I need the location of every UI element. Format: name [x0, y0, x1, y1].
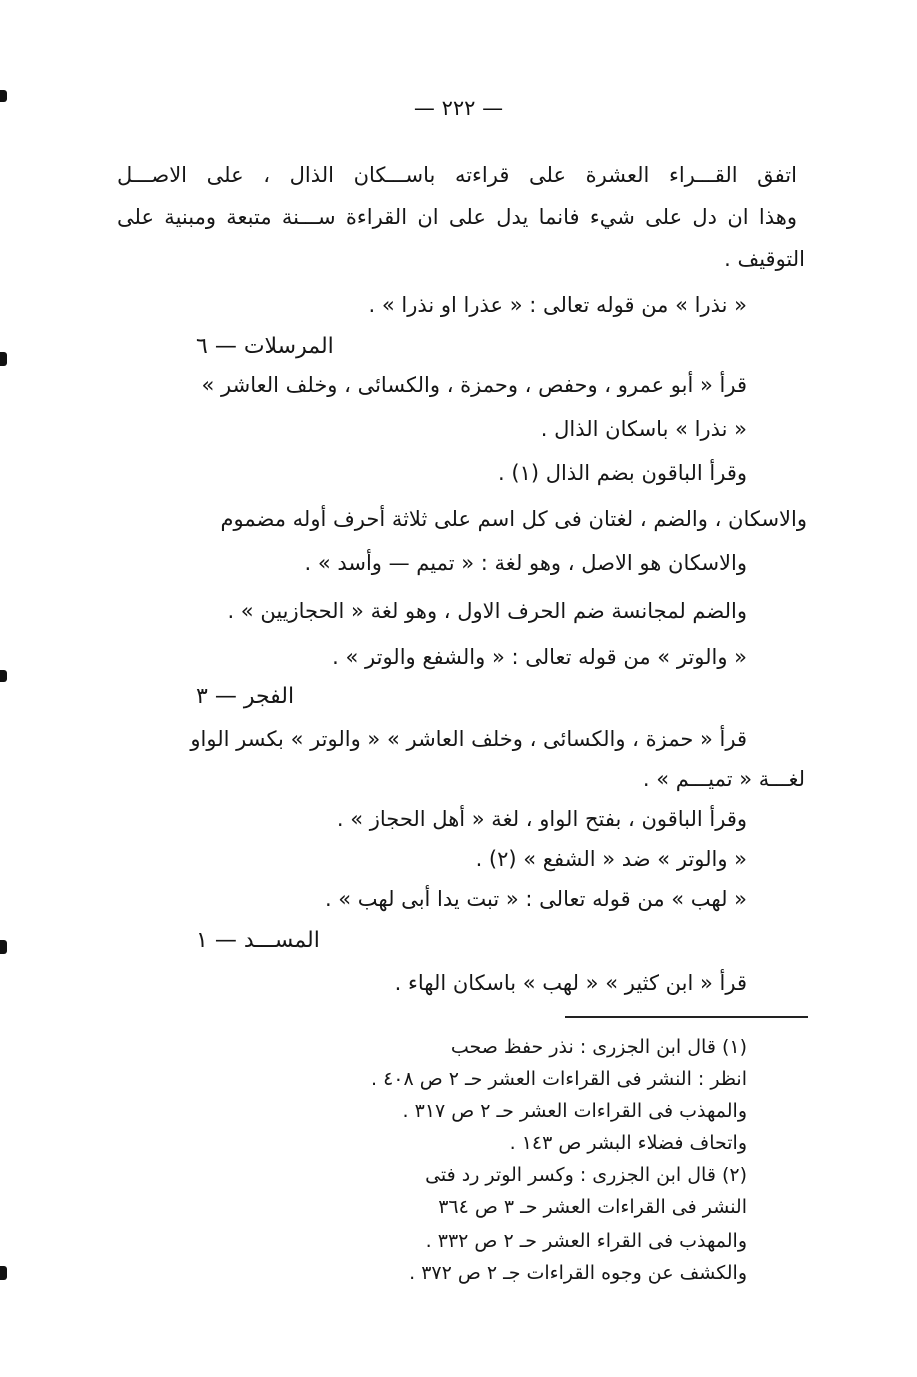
text-line: التوقيف .	[724, 247, 805, 271]
text-line: « نذرا » من قوله تعالى : « عذرا او نذرا » .	[368, 293, 747, 317]
text-line: قرأ « حمزة ، والكسائى ، وخلف العاشر » « والوتر » بكسر الواو	[190, 727, 747, 751]
text-line: وقرأ الباقون بضم الذال (١) .	[498, 461, 747, 485]
text-line: قرأ « أبو عمرو ، وحفص ، وحمزة ، والكسائى ، وخلف العاشر »	[201, 373, 747, 397]
text-line: « لهب » من قوله تعالى : « تبت يدا أبى لهب » .	[324, 887, 747, 911]
footnote-line: (١) قال ابن الجزرى : نذر حفظ صحب	[450, 1036, 747, 1058]
text-line: والاسكان ، والضم ، لغتان فى كل اسم على ثلاثة أحرف أوله مضموم	[220, 507, 807, 531]
footnote-line: (٢) قال ابن الجزرى : وكسر الوتر رد فتى	[425, 1164, 747, 1186]
footnote-line: والكشف عن وجوه القراءات جـ ٢ ص ٣٧٢ .	[409, 1262, 747, 1284]
text-line: اتفق القـــراء العشرة على قراءته باســـكان الذال ، على الاصـــل	[117, 163, 797, 187]
text-line: « نذرا » باسكان الذال .	[540, 417, 747, 441]
scan-edge-mark	[0, 1266, 7, 1280]
text-line: « والوتر » من قوله تعالى : « والشفع والوتر » .	[332, 645, 747, 669]
text-line: والضم لمجانسة ضم الحرف الاول ، وهو لغة « الحجازيين » .	[227, 599, 747, 623]
surah-heading: الفجر — ٣	[196, 684, 295, 709]
text-line: لغـــة « تميـــم » .	[642, 767, 805, 791]
text-line: وهذا ان دل على شيء فانما يدل على ان القراءة ســـنة متبعة ومبنية على	[117, 205, 797, 229]
scan-edge-mark	[0, 940, 7, 954]
scan-edge-mark	[0, 352, 7, 366]
footnote-line: انظر : النشر فى القراءات العشر حـ ٢ ص ٤٠٨ .	[371, 1068, 747, 1090]
footnote-line: والمهذب فى القراء العشر حـ ٢ ص ٣٣٢ .	[425, 1230, 747, 1252]
footnote-line: واتحاف فضلاء البشر ص ١٤٣ .	[509, 1132, 747, 1154]
text-line: قرأ « ابن كثير » « لهب » باسكان الهاء .	[394, 971, 747, 995]
text-line: وقرأ الباقون ، بفتح الواو ، لغة « أهل الحجاز » .	[336, 807, 747, 831]
page-number: — ٢٢٢ —	[413, 96, 504, 120]
scan-edge-mark	[0, 670, 7, 682]
text-line: والاسكان هو الاصل ، وهو لغة : « تميم — وأسد » .	[304, 551, 747, 575]
surah-heading: المســـد — ١	[196, 928, 320, 953]
footnote-divider	[565, 1016, 808, 1018]
text-line: « والوتر » ضد « الشفع » (٢) .	[475, 847, 747, 871]
surah-heading: المرسلات — ٦	[196, 334, 334, 359]
footnote-line: النشر فى القراءات العشر حـ ٣ ص ٣٦٤	[438, 1196, 747, 1218]
footnote-line: والمهذب فى القراءات العشر حـ ٢ ص ٣١٧ .	[402, 1100, 747, 1122]
scan-edge-mark	[0, 90, 7, 102]
